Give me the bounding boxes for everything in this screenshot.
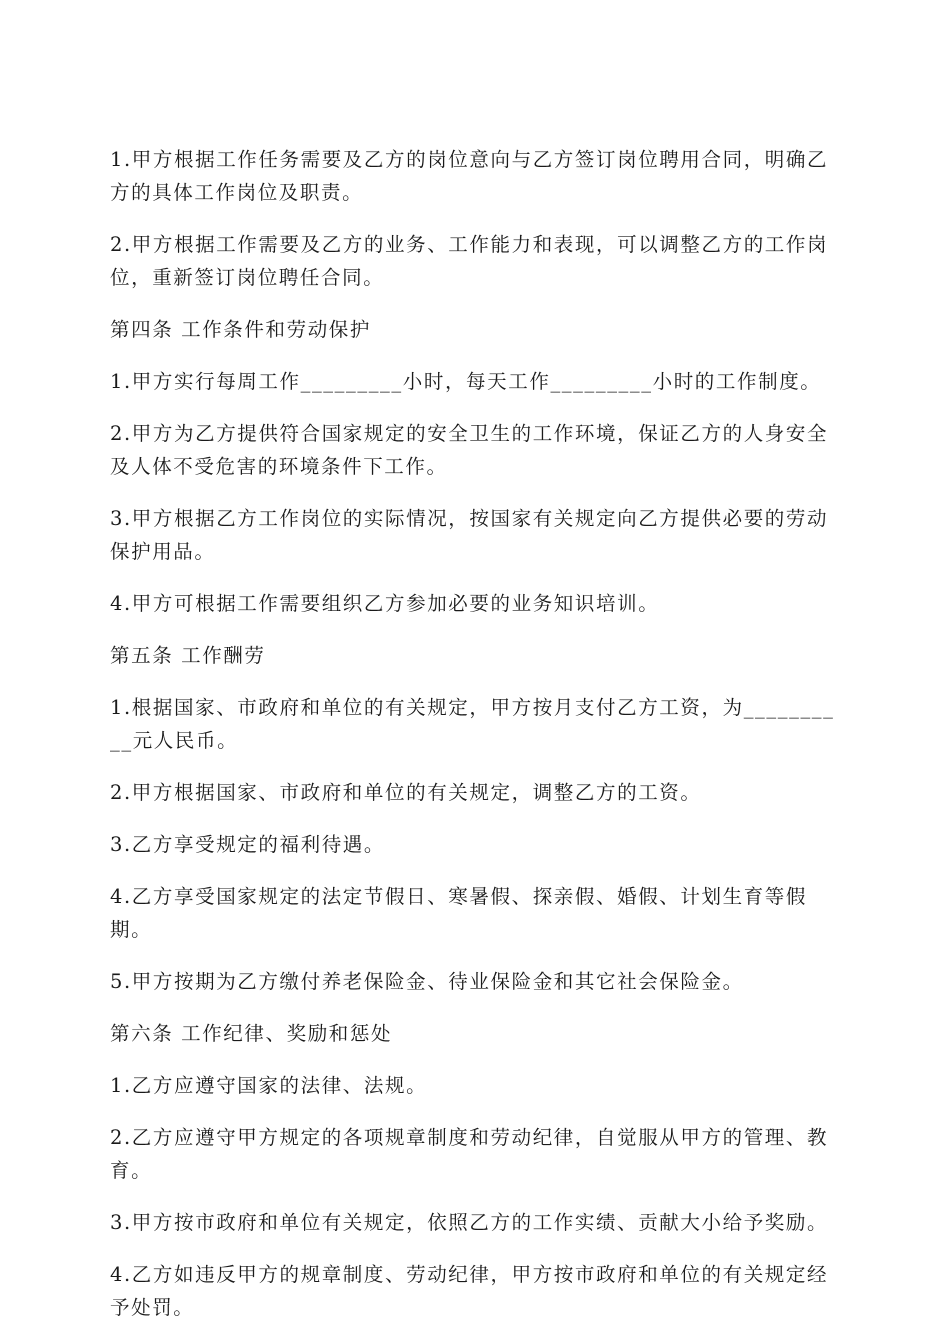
clause-6-item-3: 3.甲方按市政府和单位有关规定，依照乙方的工作实绩、贡献大小给予奖励。: [110, 1211, 829, 1234]
clause-5-item-3: 3.乙方享受规定的福利待遇。: [110, 833, 386, 856]
clause-3-item-2: 2.甲方根据工作需要及乙方的业务、工作能力和表现，可以调整乙方的工作岗位，重新签订岗位聘任合同。: [110, 233, 829, 289]
document-body: [110, 143, 845, 1343]
clause-5-heading: 第五条 工作酬劳: [110, 644, 266, 667]
clause-5-item-1: 1.根据国家、市政府和单位的有关规定，甲方按月支付乙方工资，为__________元人民币。: [110, 696, 835, 752]
clause-5-item-2: 2.甲方根据国家、市政府和单位的有关规定，调整乙方的工资。: [110, 781, 702, 804]
clause-5-item-5: 5.甲方按期为乙方缴付养老保险金、待业保险金和其它社会保险金。: [110, 970, 744, 993]
clause-6-item-2: 2.乙方应遵守甲方规定的各项规章制度和劳动纪律，自觉服从甲方的管理、教育。: [110, 1126, 829, 1182]
clause-6-item-1: 1.乙方应遵守国家的法律、法规。: [110, 1074, 428, 1097]
clause-4-item-2: 2.甲方为乙方提供符合国家规定的安全卫生的工作环境，保证乙方的人身安全及人体不受危害的环境条件下工作。: [110, 422, 829, 478]
clause-4-heading: 第四条 工作条件和劳动保护: [110, 318, 371, 341]
clause-4-item-4: 4.甲方可根据工作需要组织乙方参加必要的业务知识培训。: [110, 592, 660, 615]
clause-6-heading: 第六条 工作纪律、奖励和惩处: [110, 1022, 393, 1045]
clause-6-item-4: 4.乙方如违反甲方的规章制度、劳动纪律，甲方按市政府和单位的有关规定经予处罚。: [110, 1263, 829, 1319]
clause-5-item-4: 4.乙方享受国家规定的法定节假日、寒暑假、探亲假、婚假、计划生育等假期。: [110, 885, 808, 941]
clause-4-item-3: 3.甲方根据乙方工作岗位的实际情况，按国家有关规定向乙方提供必要的劳动保护用品。: [110, 507, 829, 563]
clause-4-item-1: 1.甲方实行每周工作_________小时，每天工作_________小时的工作制度。: [110, 370, 822, 393]
clause-3-item-1: 1.甲方根据工作任务需要及乙方的岗位意向与乙方签订岗位聘用合同，明确乙方的具体工作岗位及职责。: [110, 148, 829, 204]
